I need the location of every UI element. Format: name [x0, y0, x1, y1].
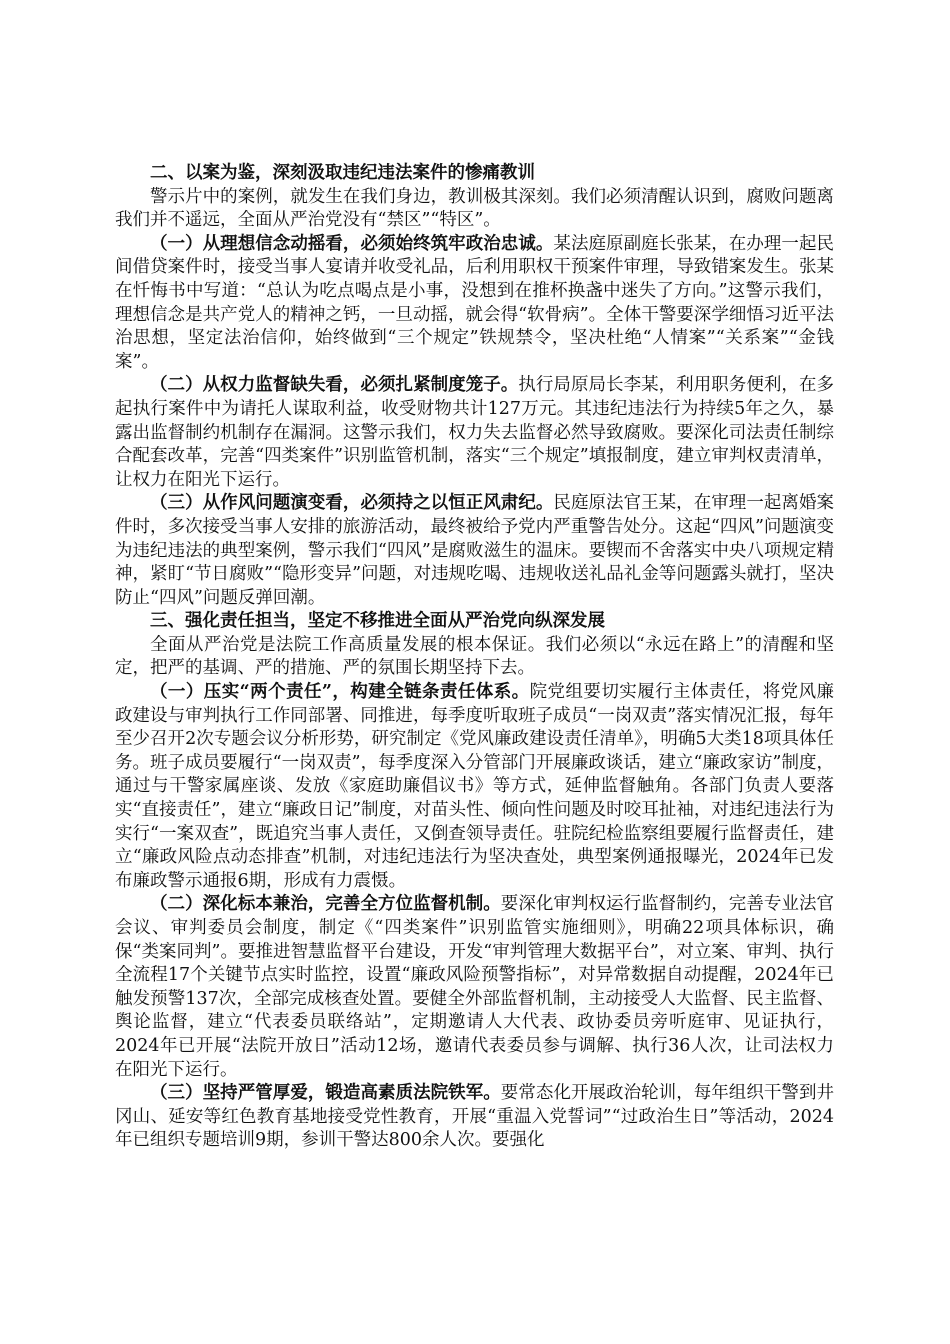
- section-2-intro: 警示片中的案例，就发生在我们身边，教训极其深刻。我们必须清醒认识到，腐败问题离我们并不遥远，全面从严治党没有“禁区”“特区”。: [115, 186, 834, 231]
- document-page: [115, 162, 834, 1153]
- item-body: 要深化审判权运行监督制约，完善专业法官会议、审判委员会制度，制定《“四类案件”识别监管实施细则》，明确22项具体标识，确保“类案同判”。要推进智慧监督平台建设，开发“审判管理大数据平台”，对立案、审判、执行全流程17个关键节点实时监控，设置“廉政风险预警指标”，对异常数据自动提醒，2024年已触发预警137次，全部完成核查处置。要健全外部监督机制，主动接受人大监督、民主监督、舆论监督，建立“代表委员联络站”，定期邀请人大代表、政协委员旁听庭审、见证执行，2024年已开展“法院开放日”活动12场，邀请代表委员参与调解、执行36人次，让司法权力在阳光下运行。: [115, 894, 835, 1080]
- section-2-item-1: [115, 233, 834, 375]
- section-3-item-2: [115, 893, 834, 1082]
- item-body: 要常态化开展政治轮训，每年组织干警到井冈山、延安等红色教育基地接受党性教育，开展“重温入党誓词”“过政治生日”等活动，2024年已组织专题培训9期，参训干警达800余人次。要强化: [115, 1083, 835, 1151]
- item-lead: （二）从权力监督缺失看，必须扎紧制度笼子。: [150, 375, 519, 396]
- item-lead: （一）从理想信念动摇看，必须始终筑牢政治忠诚。: [150, 233, 554, 254]
- section-2-item-2: [115, 374, 834, 492]
- item-lead: （三）坚持严管厚爱，锻造高素质法院铁军。: [150, 1083, 501, 1104]
- item-lead: （二）深化标本兼治，完善全方位监督机制。: [150, 894, 501, 915]
- item-body: 院党组要切实履行主体责任，将党风廉政建设与审判执行工作同部署、同推进，每季度听取班子成员“一岗双责”落实情况汇报，每年至少召开2次专题会议分析形势，研究制定《党风廉政建设责任清单》，明确5大类18项具体任务。班子成员要履行“一岗双责”，每季度深入分管部门开展廉政谈话，建立“廉政家访”制度，通过与干警家属座谈、发放《家庭助廉倡议书》等方式，延伸监督触角。各部门负责人要落实“直接责任”，建立“廉政日记”制度，对苗头性、倾向性问题及时咬耳扯袖，对违纪违法行为实行“一案双查”，既追究当事人责任，又倒查领导责任。驻院纪检监察组要履行监督责任，建立“廉政风险点动态排查”机制，对违纪违法行为坚决查处，典型案例通报曝光，2024年已发布廉政警示通报6期，形成有力震慑。: [115, 682, 834, 891]
- item-body: 执行局原局长李某，利用职务便利，在多起执行案件中为请托人谋取利益，收受财物共计127万元。其违纪违法行为持续5年之久，暴露出监督制约机制存在漏洞。这警示我们，权力失去监督必然导致腐败。要深化司法责任制综合配套改革，完善“四类案件”识别监管机制，落实“三个规定”填报制度，建立审判权责清单，让权力在阳光下运行。: [115, 375, 834, 490]
- section-2-heading: 二、以案为鉴，深刻汲取违纪违法案件的惨痛教训: [150, 163, 535, 183]
- section-3-heading: 三、强化责任担当，坚定不移推进全面从严治党向纵深发展: [150, 611, 605, 632]
- item-body: 民庭原法官王某，在审理一起离婚案件时，多次接受当事人安排的旅游活动，最终被给予党内严重警告处分。这起“四风”问题演变为违纪违法的典型案例，警示我们“四风”是腐败滋生的温床。要锲而不舍落实中央八项规定精神，紧盯“节日腐败”“隐形变异”问题，对违规吃喝、违规收送礼品礼金等问题露头就打，坚决防止“四风”问题反弹回潮。: [115, 493, 834, 608]
- item-body: 某法庭原副庭长张某，在办理一起民间借贷案件时，接受当事人宴请并收受礼品，后利用职权干预案件审理，导致错案发生。张某在忏悔书中写道：“总认为吃点喝点是小事，没想到在推杯换盏中迷失了方向。”这警示我们，理想信念是共产党人的精神之钙，一旦动摇，就会得“软骨病”。全体干警要深学细悟习近平法治思想，坚定法治信仰，始终做到“三个规定”铁规禁令，坚决杜绝“人情案”“关系案”“金钱案”。: [115, 233, 834, 372]
- section-2-item-3: [115, 492, 834, 610]
- item-lead: （三）从作风问题演变看，必须持之以恒正风肃纪。: [150, 493, 554, 514]
- section-3-intro: 全面从严治党是法院工作高质量发展的根本保证。我们必须以“永远在路上”的清醒和坚定，把严的基调、严的措施、严的氛围长期坚持下去。: [115, 634, 834, 679]
- section-3-item-1: [115, 681, 834, 893]
- item-lead: （一）压实“两个责任”，构建全链条责任体系。: [150, 682, 530, 703]
- section-3-item-3: [115, 1082, 834, 1153]
